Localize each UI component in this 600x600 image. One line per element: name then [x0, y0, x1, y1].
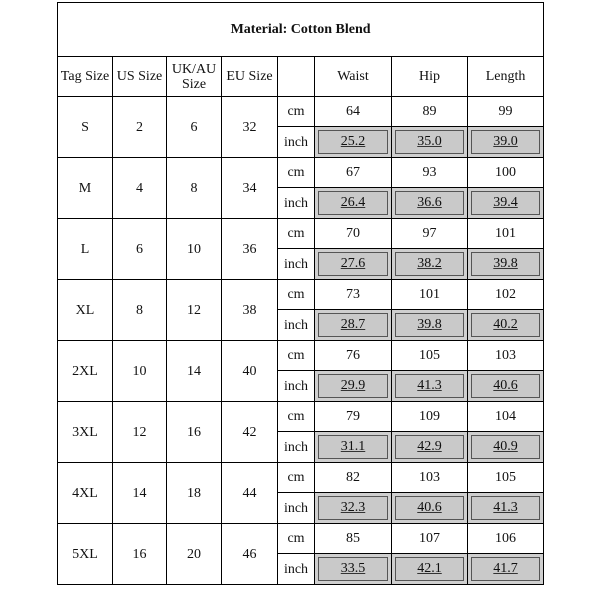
length-inch-cell-value: 40.9	[471, 435, 540, 459]
length-cm-cell: 102	[468, 280, 544, 310]
waist-cm-cell: 67	[315, 158, 392, 188]
us-size-cell: 12	[113, 402, 167, 463]
waist-inch-cell-value: 32.3	[318, 496, 388, 520]
ukau-size-cell: 18	[167, 463, 222, 524]
size-row-cm	[58, 219, 544, 249]
unit-inch-label: inch	[278, 188, 315, 219]
length-inch-cell-value: 39.4	[471, 191, 540, 215]
eu-size-cell: 36	[222, 219, 278, 280]
tag-size-cell: 2XL	[58, 341, 113, 402]
unit-inch-label: inch	[278, 310, 315, 341]
hip-inch-cell-value: 42.9	[395, 435, 464, 459]
waist-cm-cell: 82	[315, 463, 392, 493]
hip-inch-cell-value: 42.1	[395, 557, 464, 581]
ukau-size-cell: 10	[167, 219, 222, 280]
header-waist: Waist	[315, 57, 392, 97]
us-size-cell: 10	[113, 341, 167, 402]
table-title: Material: Cotton Blend	[58, 3, 544, 57]
unit-inch-label: inch	[278, 554, 315, 585]
length-inch-cell-value: 40.6	[471, 374, 540, 398]
length-cm-cell: 105	[468, 463, 544, 493]
header-eu-size: EU Size	[222, 57, 278, 97]
size-row-cm	[58, 402, 544, 432]
length-cm-cell: 100	[468, 158, 544, 188]
length-cm-cell: 103	[468, 341, 544, 371]
length-inch-cell-value: 40.2	[471, 313, 540, 337]
unit-inch-label: inch	[278, 249, 315, 280]
hip-cm-cell: 89	[392, 97, 468, 127]
us-size-cell: 4	[113, 158, 167, 219]
length-inch-cell	[468, 310, 544, 341]
waist-inch-cell-value: 29.9	[318, 374, 388, 398]
tag-size-cell: XL	[58, 280, 113, 341]
header-us-size: US Size	[113, 57, 167, 97]
waist-inch-cell	[315, 493, 392, 524]
tag-size-cell: M	[58, 158, 113, 219]
waist-inch-cell	[315, 554, 392, 585]
header-unit	[278, 57, 315, 97]
length-inch-cell	[468, 493, 544, 524]
unit-inch-label: inch	[278, 493, 315, 524]
waist-cm-cell: 73	[315, 280, 392, 310]
unit-inch-label: inch	[278, 371, 315, 402]
waist-inch-cell-value: 28.7	[318, 313, 388, 337]
unit-cm-label: cm	[278, 463, 315, 493]
hip-cm-cell: 97	[392, 219, 468, 249]
waist-cm-cell: 70	[315, 219, 392, 249]
us-size-cell: 16	[113, 524, 167, 585]
hip-inch-cell	[392, 249, 468, 280]
length-inch-cell	[468, 554, 544, 585]
us-size-cell: 2	[113, 97, 167, 158]
ukau-size-cell: 16	[167, 402, 222, 463]
eu-size-cell: 40	[222, 341, 278, 402]
length-inch-cell	[468, 432, 544, 463]
waist-inch-cell	[315, 127, 392, 158]
hip-cm-cell: 101	[392, 280, 468, 310]
header-row	[58, 57, 544, 97]
eu-size-cell: 42	[222, 402, 278, 463]
waist-cm-cell: 64	[315, 97, 392, 127]
size-row-cm	[58, 341, 544, 371]
waist-cm-cell: 85	[315, 524, 392, 554]
waist-inch-cell-value: 33.5	[318, 557, 388, 581]
waist-inch-cell-value: 25.2	[318, 130, 388, 154]
size-row-cm	[58, 97, 544, 127]
us-size-cell: 14	[113, 463, 167, 524]
eu-size-cell: 34	[222, 158, 278, 219]
header-ukau-line1: UK/AU	[171, 61, 217, 77]
size-row-cm	[58, 158, 544, 188]
header-length: Length	[468, 57, 544, 97]
hip-cm-cell: 105	[392, 341, 468, 371]
unit-cm-label: cm	[278, 402, 315, 432]
tag-size-cell: 3XL	[58, 402, 113, 463]
ukau-size-cell: 20	[167, 524, 222, 585]
header-hip: Hip	[392, 57, 468, 97]
hip-cm-cell: 103	[392, 463, 468, 493]
waist-inch-cell	[315, 249, 392, 280]
ukau-size-cell: 6	[167, 97, 222, 158]
hip-inch-cell-value: 35.0	[395, 130, 464, 154]
length-cm-cell: 106	[468, 524, 544, 554]
hip-inch-cell	[392, 432, 468, 463]
length-inch-cell-value: 39.8	[471, 252, 540, 276]
length-cm-cell: 99	[468, 97, 544, 127]
eu-size-cell: 32	[222, 97, 278, 158]
waist-inch-cell	[315, 310, 392, 341]
header-tag-size: Tag Size	[58, 57, 113, 97]
waist-inch-cell	[315, 188, 392, 219]
hip-inch-cell	[392, 127, 468, 158]
waist-inch-cell-value: 27.6	[318, 252, 388, 276]
hip-inch-cell	[392, 493, 468, 524]
unit-cm-label: cm	[278, 280, 315, 310]
unit-inch-label: inch	[278, 432, 315, 463]
hip-inch-cell-value: 39.8	[395, 313, 464, 337]
size-chart-table	[57, 2, 544, 585]
ukau-size-cell: 8	[167, 158, 222, 219]
size-row-cm	[58, 280, 544, 310]
hip-inch-cell-value: 41.3	[395, 374, 464, 398]
header-ukau-size	[167, 57, 222, 97]
tag-size-cell: 5XL	[58, 524, 113, 585]
length-inch-cell-value: 41.3	[471, 496, 540, 520]
hip-inch-cell	[392, 554, 468, 585]
hip-inch-cell	[392, 310, 468, 341]
header-ukau-line2: Size	[181, 76, 207, 92]
unit-cm-label: cm	[278, 219, 315, 249]
ukau-size-cell: 12	[167, 280, 222, 341]
length-inch-cell-value: 39.0	[471, 130, 540, 154]
length-inch-cell	[468, 249, 544, 280]
eu-size-cell: 44	[222, 463, 278, 524]
length-inch-cell	[468, 371, 544, 402]
title-row	[58, 3, 544, 57]
eu-size-cell: 38	[222, 280, 278, 341]
us-size-cell: 8	[113, 280, 167, 341]
length-inch-cell	[468, 188, 544, 219]
hip-cm-cell: 93	[392, 158, 468, 188]
tag-size-cell: 4XL	[58, 463, 113, 524]
waist-cm-cell: 79	[315, 402, 392, 432]
unit-cm-label: cm	[278, 341, 315, 371]
tag-size-cell: S	[58, 97, 113, 158]
length-inch-cell-value: 41.7	[471, 557, 540, 581]
unit-cm-label: cm	[278, 158, 315, 188]
waist-inch-cell-value: 31.1	[318, 435, 388, 459]
hip-cm-cell: 107	[392, 524, 468, 554]
unit-cm-label: cm	[278, 524, 315, 554]
hip-inch-cell-value: 40.6	[395, 496, 464, 520]
waist-inch-cell	[315, 432, 392, 463]
waist-inch-cell-value: 26.4	[318, 191, 388, 215]
size-row-cm	[58, 463, 544, 493]
hip-inch-cell	[392, 371, 468, 402]
hip-inch-cell	[392, 188, 468, 219]
tag-size-cell: L	[58, 219, 113, 280]
ukau-size-cell: 14	[167, 341, 222, 402]
length-inch-cell	[468, 127, 544, 158]
hip-inch-cell-value: 36.6	[395, 191, 464, 215]
unit-cm-label: cm	[278, 97, 315, 127]
eu-size-cell: 46	[222, 524, 278, 585]
waist-inch-cell	[315, 371, 392, 402]
length-cm-cell: 101	[468, 219, 544, 249]
us-size-cell: 6	[113, 219, 167, 280]
size-chart-sheet	[57, 2, 544, 585]
length-cm-cell: 104	[468, 402, 544, 432]
unit-inch-label: inch	[278, 127, 315, 158]
hip-inch-cell-value: 38.2	[395, 252, 464, 276]
size-row-cm	[58, 524, 544, 554]
hip-cm-cell: 109	[392, 402, 468, 432]
waist-cm-cell: 76	[315, 341, 392, 371]
